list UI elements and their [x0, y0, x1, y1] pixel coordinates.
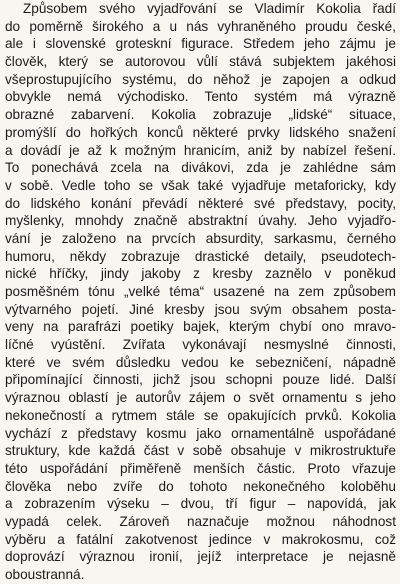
text-line: do lidského konání převádí některé své představy, pocity,	[5, 195, 396, 211]
text-line: vání je založeno na prvcích absurdity, sarkasmu, černého	[5, 230, 396, 246]
article-paragraph	[5, 0, 396, 584]
text-line: vychází z představy kosmu jako ornamentálně uspořádané	[5, 425, 396, 441]
text-line: výraznou oblastí je autorův zájem o svět ornamentu s jeho	[5, 390, 396, 406]
text-line: výběru a fatální zakotvenost jedince v makrokosmu, což	[5, 531, 396, 547]
text-line: struktury, kde každá část v sobě obsahuje v mikrostruktuře	[5, 443, 396, 459]
text-line: Způsobem svého vyjadřování se Vladimír Kokolia řadí	[23, 1, 396, 16]
text-line: vypadá celek. Zároveň naznačuje možnou náhodnost	[5, 513, 396, 529]
text-line: které ve svém důsledku vedou ke sebezničení, nápadně	[5, 354, 396, 370]
text-line: To ponechává zcela na divákovi, zda je zahlédne sám	[5, 160, 396, 176]
text-line: myšlenky, mnohdy značně abstraktní úvahy. Jeho vyjadřo-	[5, 213, 396, 229]
text-line: veny na parafrázi poetiky bajek, kterým chybí ono mravo-	[5, 319, 396, 335]
text-line: ale i slovenské groteskní figurace. Středem jeho zájmu je	[5, 36, 396, 52]
text-line: obrazné zabarvení. Kokolia zobrazuje „lidské“ situace,	[5, 107, 396, 123]
text-line: líčné vyústění. Zvířata vykonávají nesmyslné činnosti,	[5, 337, 396, 353]
text-line: připomínající činnosti, jichž jsou schopni pouze lidé. Další	[5, 372, 396, 388]
text-line: oboustranná.	[5, 567, 85, 582]
text-line: nekonečností a rytmem stále se opakujících prvků. Kokolia	[5, 407, 396, 423]
text-line: nické hříčky, jindy jakoby z kresby zaznělo v poněkud	[5, 266, 396, 282]
text-line: v sobě. Vedle toho se však také vyjadřuje metaforicky, kdy	[5, 177, 396, 193]
text-line: obvykle nemá východisko. Tento systém má výrazně	[5, 89, 396, 105]
text-line: promýšlí do hořkých konců některé prvky lidského snažení	[5, 124, 396, 140]
text-line: všeprostupujícího systému, do něhož je zapojen a odkud	[5, 71, 396, 87]
text-line: výtvarného pojetí. Jiné kresby jsou svým obsahem posta-	[5, 301, 396, 317]
text-line: člověka nebo zvíře do tohoto nekonečného koloběhu	[5, 478, 396, 494]
text-line: do poměrně širokého a u nás vyhraněného proudu české,	[5, 18, 396, 34]
text-line: a dovádí je až k možným hranicím, aniž by nabízel řešení.	[5, 142, 396, 158]
text-line: člověk, který se autorovou vůlí stává subjektem jakéhosi	[5, 54, 396, 70]
text-line: doprovází výraznou ironií, jejíž interpretace je nejasně	[5, 549, 396, 565]
text-line: posměšném tónu „velké téma“ usazené na zem způsobem	[5, 284, 396, 299]
text-line: a zobrazením výseku – dvou, tří figur – napovídá, jak	[5, 496, 396, 512]
text-line: této uspořádání přiměřeně menších částic. Proto vřazuje	[5, 460, 396, 476]
text-line: humoru, někdy zobrazuje drastické detaily, pseudotech-	[5, 248, 396, 264]
